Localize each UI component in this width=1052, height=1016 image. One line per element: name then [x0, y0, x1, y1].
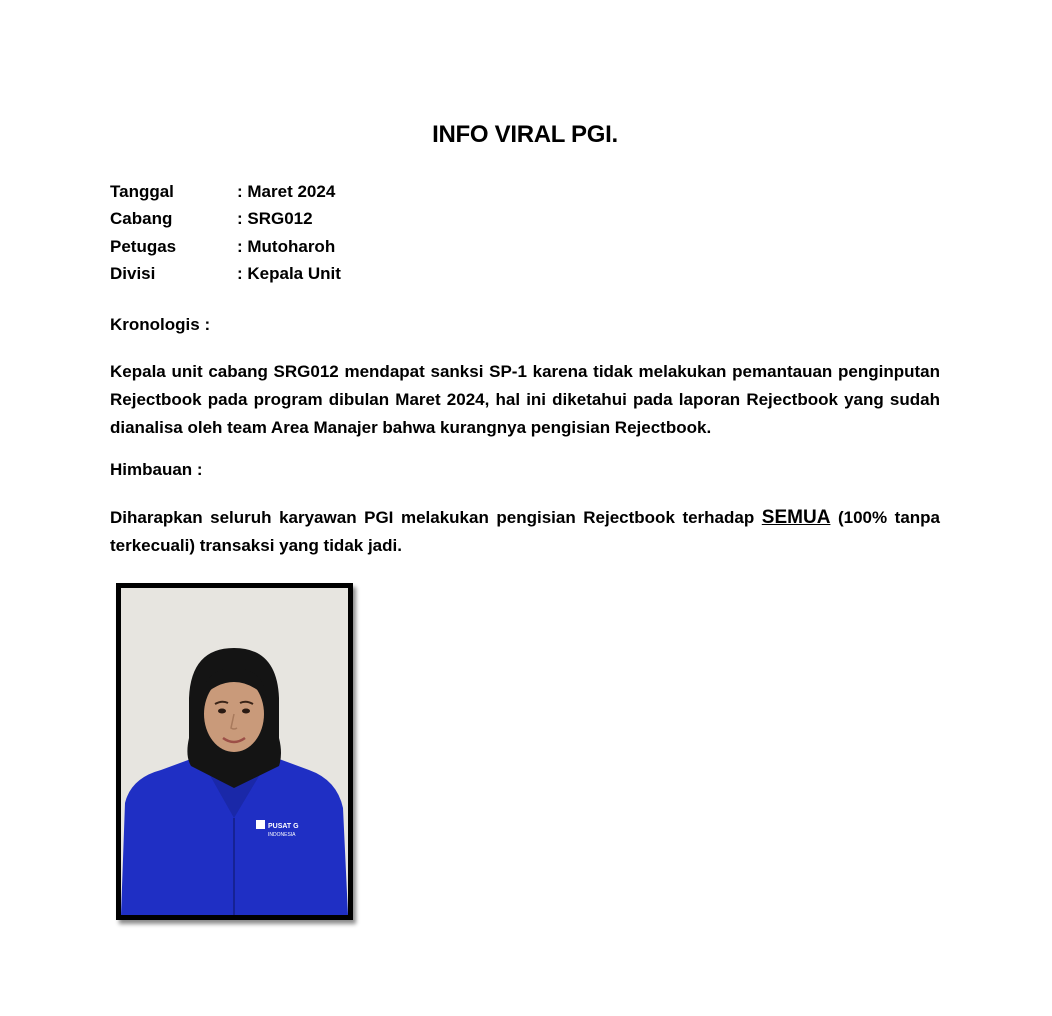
- info-row-tanggal: [110, 178, 341, 205]
- info-row-cabang: [110, 205, 341, 232]
- himbauan-text-after: (100% tanpa terkecuali) transaksi yang tidak jadi.: [110, 508, 940, 555]
- logo-text-2: INDONESIA: [268, 832, 296, 838]
- kronologis-paragraph: Kepala unit cabang SRG012 mendapat sanksi SP-1 karena tidak melakukan pemantauan penginputan Rejectbook pada program dibulan Maret 2024, hal ini diketahui pada laporan Rejectbook yang sudah dianalisa oleh team Area Manajer bahwa kurangnya pengisian Rejectbook.: [110, 362, 940, 437]
- info-row-divisi: [110, 260, 341, 287]
- himbauan-text-before: Diharapkan seluruh karyawan PGI melakukan pengisian Rejectbook terhadap: [110, 508, 762, 527]
- info-value: : Mutoharoh: [237, 236, 336, 256]
- info-key: Petugas: [110, 236, 177, 256]
- info-value: : Kepala Unit: [237, 263, 341, 283]
- kronologis-heading: Kronologis :: [110, 315, 211, 334]
- info-key: Divisi: [110, 263, 156, 283]
- himbauan-emphasis: SEMUA: [761, 507, 831, 528]
- document-title: INFO VIRAL PGI.: [432, 121, 618, 148]
- himbauan-paragraph: [110, 504, 940, 560]
- info-row-petugas: [110, 233, 341, 260]
- info-value: : Maret 2024: [237, 182, 336, 201]
- info-key: Cabang: [110, 209, 173, 229]
- himbauan-heading: Himbauan :: [110, 460, 203, 479]
- logo-text-1: PUSAT G: [268, 823, 299, 830]
- portrait-image: [121, 588, 348, 915]
- info-key: Tanggal: [110, 182, 174, 201]
- info-value: : SRG012: [237, 209, 313, 229]
- info-table: [110, 178, 341, 287]
- employee-photo: [116, 583, 353, 920]
